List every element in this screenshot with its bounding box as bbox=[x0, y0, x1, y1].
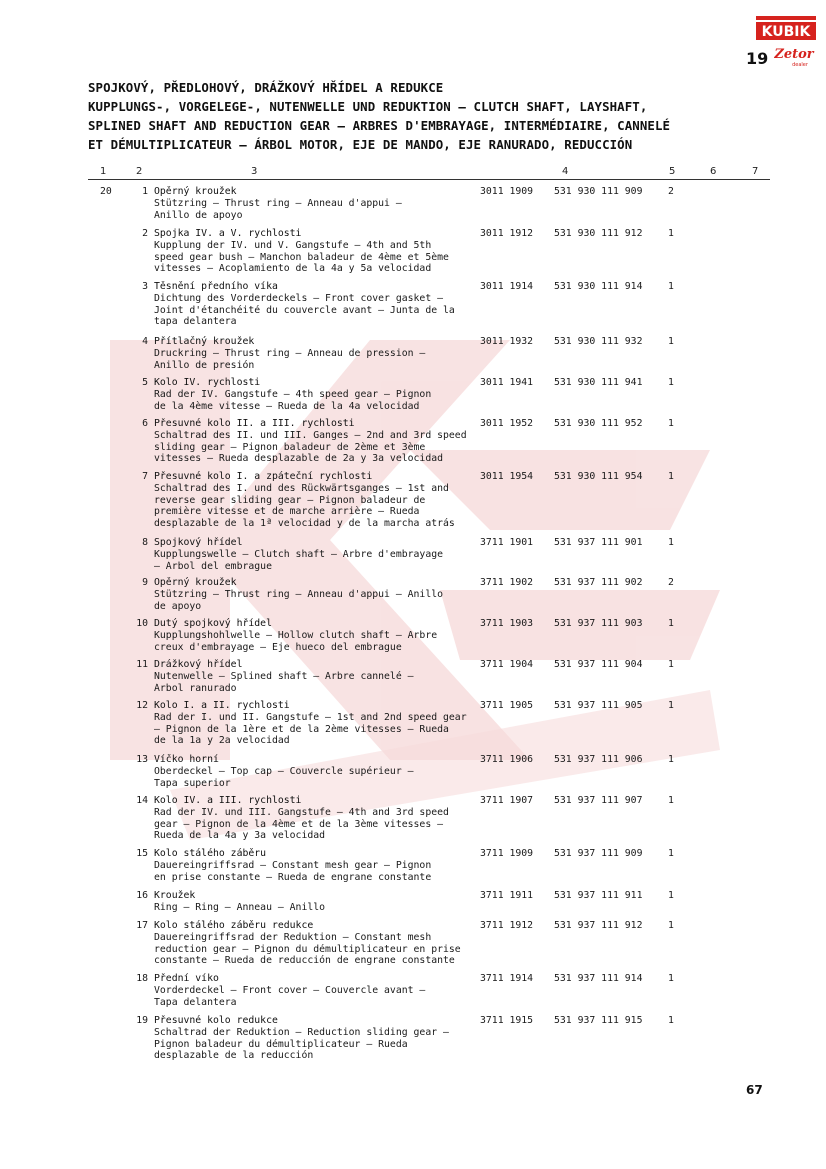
quantity: 1 bbox=[668, 471, 674, 482]
part-description bbox=[154, 659, 472, 694]
description-line: vitesses — Rueda desplazable de 2a y 3a velocidad bbox=[154, 453, 444, 465]
description-czech: Kolo stálého záběru bbox=[154, 848, 267, 859]
description-line: Rad der IV. und III. Gangstufe — 4th and 3rd speed bbox=[154, 806, 449, 818]
part-description bbox=[154, 281, 472, 328]
description-line: Druckring — Thrust ring — Anneau de pression — bbox=[154, 347, 426, 359]
page-title bbox=[88, 78, 778, 154]
description-line: Anillo de apoyo bbox=[154, 209, 243, 221]
position-number: 11 bbox=[136, 659, 148, 670]
drawing-code: 3011 1941 bbox=[480, 377, 534, 388]
part-description bbox=[154, 795, 472, 842]
quantity: 1 bbox=[668, 659, 674, 670]
part-number: 531 930 111 954 bbox=[554, 471, 643, 482]
description-line: Stützring — Thrust ring — Anneau d'appui — bbox=[154, 197, 402, 209]
position-number: 16 bbox=[136, 890, 148, 901]
column-header: 5 bbox=[669, 166, 676, 177]
part-description bbox=[154, 537, 472, 572]
quantity: 1 bbox=[668, 281, 674, 292]
description-line: Ring — Ring — Anneau — Anillo bbox=[154, 901, 326, 913]
drawing-code: 3011 1952 bbox=[480, 418, 534, 429]
description-line: vitesses — Acoplamiento de la 4a y 5a velocidad bbox=[154, 263, 432, 275]
part-description bbox=[154, 618, 472, 653]
logo-brand: KUBIK bbox=[761, 24, 811, 40]
description-line: — Pignon de la 1ère et de la 2ème vitesses — Rueda bbox=[154, 723, 449, 735]
description-line: en prise constante — Rueda de engrane constante bbox=[154, 871, 432, 883]
drawing-code: 3711 1915 bbox=[480, 1015, 534, 1026]
description-line: gear — Pignon de la 4ème et de la 3ème vitesses — bbox=[154, 818, 444, 830]
drawing-code: 3711 1914 bbox=[480, 973, 534, 984]
description-line: reduction gear — Pignon du démultiplicateur en prise bbox=[154, 943, 461, 955]
title-line: KUPPLUNGS-, VORGELEGE-, NUTENWELLE UND REDUKTION — CLUTCH SHAFT, LAYSHAFT, bbox=[88, 99, 648, 114]
drawing-code: 3011 1912 bbox=[480, 228, 534, 239]
column-header: 3 bbox=[251, 166, 258, 177]
part-number: 531 930 111 909 bbox=[554, 186, 643, 197]
quantity: 1 bbox=[668, 537, 674, 548]
description-line: constante — Rueda de reducción de engrane constante bbox=[154, 955, 455, 967]
description-line: Schaltrad des II. und III. Ganges — 2nd and 3rd speed bbox=[154, 429, 467, 441]
part-number: 531 937 111 904 bbox=[554, 659, 643, 670]
description-line: creux d'embrayage — Eje hueco del embrague bbox=[154, 641, 402, 653]
position-number: 17 bbox=[136, 920, 148, 931]
description-czech: Opěrný kroužek bbox=[154, 186, 237, 197]
part-number: 531 937 111 909 bbox=[554, 848, 643, 859]
position-number: 2 bbox=[142, 228, 148, 239]
position-number: 18 bbox=[136, 973, 148, 984]
drawing-code: 3711 1912 bbox=[480, 920, 534, 931]
description-line: sliding gear — Pignon baladeur de 2ème et 3ème bbox=[154, 441, 426, 453]
column-header: 6 bbox=[710, 166, 717, 177]
part-description bbox=[154, 471, 472, 530]
position-number: 10 bbox=[136, 618, 148, 629]
position-number: 6 bbox=[142, 418, 148, 429]
description-czech: Drážkový hřídel bbox=[154, 659, 243, 670]
description-line: Schaltrad der Reduktion — Reduction sliding gear — bbox=[154, 1026, 449, 1038]
part-description bbox=[154, 336, 472, 371]
quantity: 1 bbox=[668, 418, 674, 429]
drawing-code: 3011 1909 bbox=[480, 186, 534, 197]
description-line: desplazable de la reducción bbox=[154, 1050, 314, 1062]
drawing-code: 3711 1904 bbox=[480, 659, 534, 670]
quantity: 1 bbox=[668, 795, 674, 806]
description-czech: Přesuvné kolo II. a III. rychlosti bbox=[154, 418, 355, 429]
part-description bbox=[154, 377, 472, 412]
column-header: 4 bbox=[562, 166, 569, 177]
drawing-code: 3711 1901 bbox=[480, 537, 534, 548]
drawing-code: 3711 1909 bbox=[480, 848, 534, 859]
logo-sub: Zetor bbox=[774, 47, 814, 62]
description-line: Schaltrad des I. und des Rückwärtsganges — 1st and bbox=[154, 482, 449, 494]
description-line: Árbol ranurado bbox=[154, 682, 237, 694]
description-line: Vorderdeckel — Front cover — Couvercle avant — bbox=[154, 984, 426, 996]
part-number: 531 937 111 902 bbox=[554, 577, 643, 588]
description-line: Stützring — Thrust ring — Anneau d'appui — Anillo bbox=[154, 588, 444, 600]
column-header: 2 bbox=[136, 166, 143, 177]
description-czech: Přesuvné kolo I. a zpáteční rychlosti bbox=[154, 471, 373, 482]
description-czech: Přítlačný kroužek bbox=[154, 336, 255, 347]
quantity: 1 bbox=[668, 700, 674, 711]
description-czech: Kolo IV. a III. rychlosti bbox=[154, 795, 302, 806]
description-line: Rad der IV. Gangstufe — 4th speed gear — Pignon bbox=[154, 388, 432, 400]
description-line: Oberdeckel — Top cap — Couvercle supérieur — bbox=[154, 765, 414, 777]
part-description bbox=[154, 1015, 472, 1062]
part-number: 531 930 111 952 bbox=[554, 418, 643, 429]
description-line: Dichtung des Vorderdeckels — Front cover gasket — bbox=[154, 292, 444, 304]
quantity: 1 bbox=[668, 920, 674, 931]
part-description bbox=[154, 418, 472, 465]
quantity: 2 bbox=[668, 577, 674, 588]
description-line: Kupplungswelle — Clutch shaft — Arbre d'embrayage bbox=[154, 548, 444, 560]
part-number: 531 937 111 912 bbox=[554, 920, 643, 931]
quantity: 1 bbox=[668, 890, 674, 901]
quantity: 2 bbox=[668, 186, 674, 197]
title-line: SPOJKOVÝ, PŘEDLOHOVÝ, DRÁŽKOVÝ HŘÍDEL A REDUKCE bbox=[88, 80, 444, 95]
description-line: Kupplungshohlwelle — Hollow clutch shaft — Arbre bbox=[154, 629, 438, 641]
position-number: 13 bbox=[136, 754, 148, 765]
description-line: première vitesse et de marche arrière — Rueda bbox=[154, 506, 420, 518]
position-number: 15 bbox=[136, 848, 148, 859]
drawing-code: 3711 1911 bbox=[480, 890, 534, 901]
part-number: 531 937 111 901 bbox=[554, 537, 643, 548]
part-number: 531 937 111 905 bbox=[554, 700, 643, 711]
position-number: 12 bbox=[136, 700, 148, 711]
description-line: Tapa superior bbox=[154, 777, 231, 789]
drawing-code: 3011 1914 bbox=[480, 281, 534, 292]
description-czech: Přesuvné kolo redukce bbox=[154, 1015, 278, 1026]
description-czech: Těsnění předního víka bbox=[154, 281, 278, 292]
description-line: reverse gear sliding gear — Pignon baladeur de bbox=[154, 494, 426, 506]
quantity: 1 bbox=[668, 228, 674, 239]
part-number: 531 937 111 915 bbox=[554, 1015, 643, 1026]
description-czech: Kolo stálého záběru redukce bbox=[154, 920, 314, 931]
drawing-code: 3711 1902 bbox=[480, 577, 534, 588]
part-description bbox=[154, 973, 472, 1008]
part-number: 531 937 111 907 bbox=[554, 795, 643, 806]
position-number: 1 bbox=[142, 186, 148, 197]
position-number: 9 bbox=[142, 577, 148, 588]
drawing-code: 3011 1954 bbox=[480, 471, 534, 482]
description-line: Rad der I. und II. Gangstufe — 1st and 2nd speed gear bbox=[154, 711, 467, 723]
part-description bbox=[154, 577, 472, 612]
drawing-code: 3711 1907 bbox=[480, 795, 534, 806]
part-number: 531 937 111 903 bbox=[554, 618, 643, 629]
part-description bbox=[154, 186, 472, 221]
part-description bbox=[154, 848, 472, 883]
description-line: Pignon baladeur du démultiplicateur — Rueda bbox=[154, 1038, 408, 1050]
description-line: Joint d'étanchéité du couvercle avant — Junta de la bbox=[154, 304, 455, 316]
part-description bbox=[154, 754, 472, 789]
description-line: Kupplung der IV. und V. Gangstufe — 4th and 5th bbox=[154, 239, 432, 251]
header-rule bbox=[88, 179, 770, 180]
description-line: de la 1a y 2a velocidad bbox=[154, 735, 290, 747]
description-line: — Árbol del embrague bbox=[154, 560, 272, 572]
position-number: 8 bbox=[142, 537, 148, 548]
drawing-code: 3711 1905 bbox=[480, 700, 534, 711]
part-number: 531 930 111 932 bbox=[554, 336, 643, 347]
description-czech: Dutý spojkový hřídel bbox=[154, 618, 272, 629]
quantity: 1 bbox=[668, 973, 674, 984]
position-number: 7 bbox=[142, 471, 148, 482]
quantity: 1 bbox=[668, 336, 674, 347]
position-number: 4 bbox=[142, 336, 148, 347]
description-line: Tapa delantera bbox=[154, 996, 237, 1008]
description-line: Nutenwelle — Splined shaft — Arbre cannelé — bbox=[154, 670, 414, 682]
description-czech: Opěrný kroužek bbox=[154, 577, 237, 588]
part-description bbox=[154, 228, 472, 275]
drawing-code: 3011 1932 bbox=[480, 336, 534, 347]
title-line: SPLINED SHAFT AND REDUCTION GEAR — ARBRES D'EMBRAYAGE, INTERMÉDIAIRE, CANNELÉ bbox=[88, 118, 671, 133]
description-line: de apoyo bbox=[154, 600, 202, 612]
description-czech: Kolo IV. rychlosti bbox=[154, 377, 261, 388]
description-line: de la 4ème vitesse — Rueda de la 4a velocidad bbox=[154, 400, 420, 412]
group-number: 20 bbox=[100, 186, 112, 197]
part-description bbox=[154, 920, 472, 967]
position-number: 5 bbox=[142, 377, 148, 388]
description-line: Dauereingriffsrad — Constant mesh gear — Pignon bbox=[154, 859, 432, 871]
quantity: 1 bbox=[668, 1015, 674, 1026]
position-number: 14 bbox=[136, 795, 148, 806]
position-number: 19 bbox=[136, 1015, 148, 1026]
part-description bbox=[154, 700, 472, 747]
description-line: Dauereingriffsrad der Reduktion — Constant mesh bbox=[154, 931, 432, 943]
description-line: Anillo de presión bbox=[154, 359, 255, 371]
part-number: 531 937 111 914 bbox=[554, 973, 643, 984]
description-czech: Kolo I. a II. rychlosti bbox=[154, 700, 290, 711]
quantity: 1 bbox=[668, 618, 674, 629]
part-number: 531 930 111 912 bbox=[554, 228, 643, 239]
description-czech: Přední víko bbox=[154, 973, 219, 984]
drawing-code: 3711 1906 bbox=[480, 754, 534, 765]
position-number: 3 bbox=[142, 281, 148, 292]
description-czech: Kroužek bbox=[154, 890, 196, 901]
title-line: ET DÉMULTIPLICATEUR — ÁRBOL MOTOR, EJE DE MANDO, EJE RANURADO, REDUCCIÓN bbox=[88, 137, 633, 152]
drawing-code: 3711 1903 bbox=[480, 618, 534, 629]
quantity: 1 bbox=[668, 377, 674, 388]
description-czech: Spojkový hřídel bbox=[154, 537, 243, 548]
column-header: 7 bbox=[752, 166, 759, 177]
column-header: 1 bbox=[100, 166, 107, 177]
part-number: 531 930 111 941 bbox=[554, 377, 643, 388]
description-line: Rueda de la 4a y 3a velocidad bbox=[154, 830, 326, 842]
description-line: desplazable de la 1ª velocidad y de la marcha atrás bbox=[154, 518, 455, 530]
logo-tag: dealer bbox=[792, 62, 808, 68]
corner-number: 19 bbox=[746, 49, 769, 68]
quantity: 1 bbox=[668, 754, 674, 765]
part-number: 531 937 111 911 bbox=[554, 890, 643, 901]
part-number: 531 930 111 914 bbox=[554, 281, 643, 292]
description-line: speed gear bush — Manchon baladeur de 4ème et 5ème bbox=[154, 251, 449, 263]
part-number: 531 937 111 906 bbox=[554, 754, 643, 765]
page-number: 67 bbox=[746, 1083, 763, 1097]
description-czech: Víčko horní bbox=[154, 754, 219, 765]
description-line: tapa delantera bbox=[154, 316, 237, 328]
description-czech: Spojka IV. a V. rychlosti bbox=[154, 228, 302, 239]
quantity: 1 bbox=[668, 848, 674, 859]
part-description bbox=[154, 890, 472, 914]
